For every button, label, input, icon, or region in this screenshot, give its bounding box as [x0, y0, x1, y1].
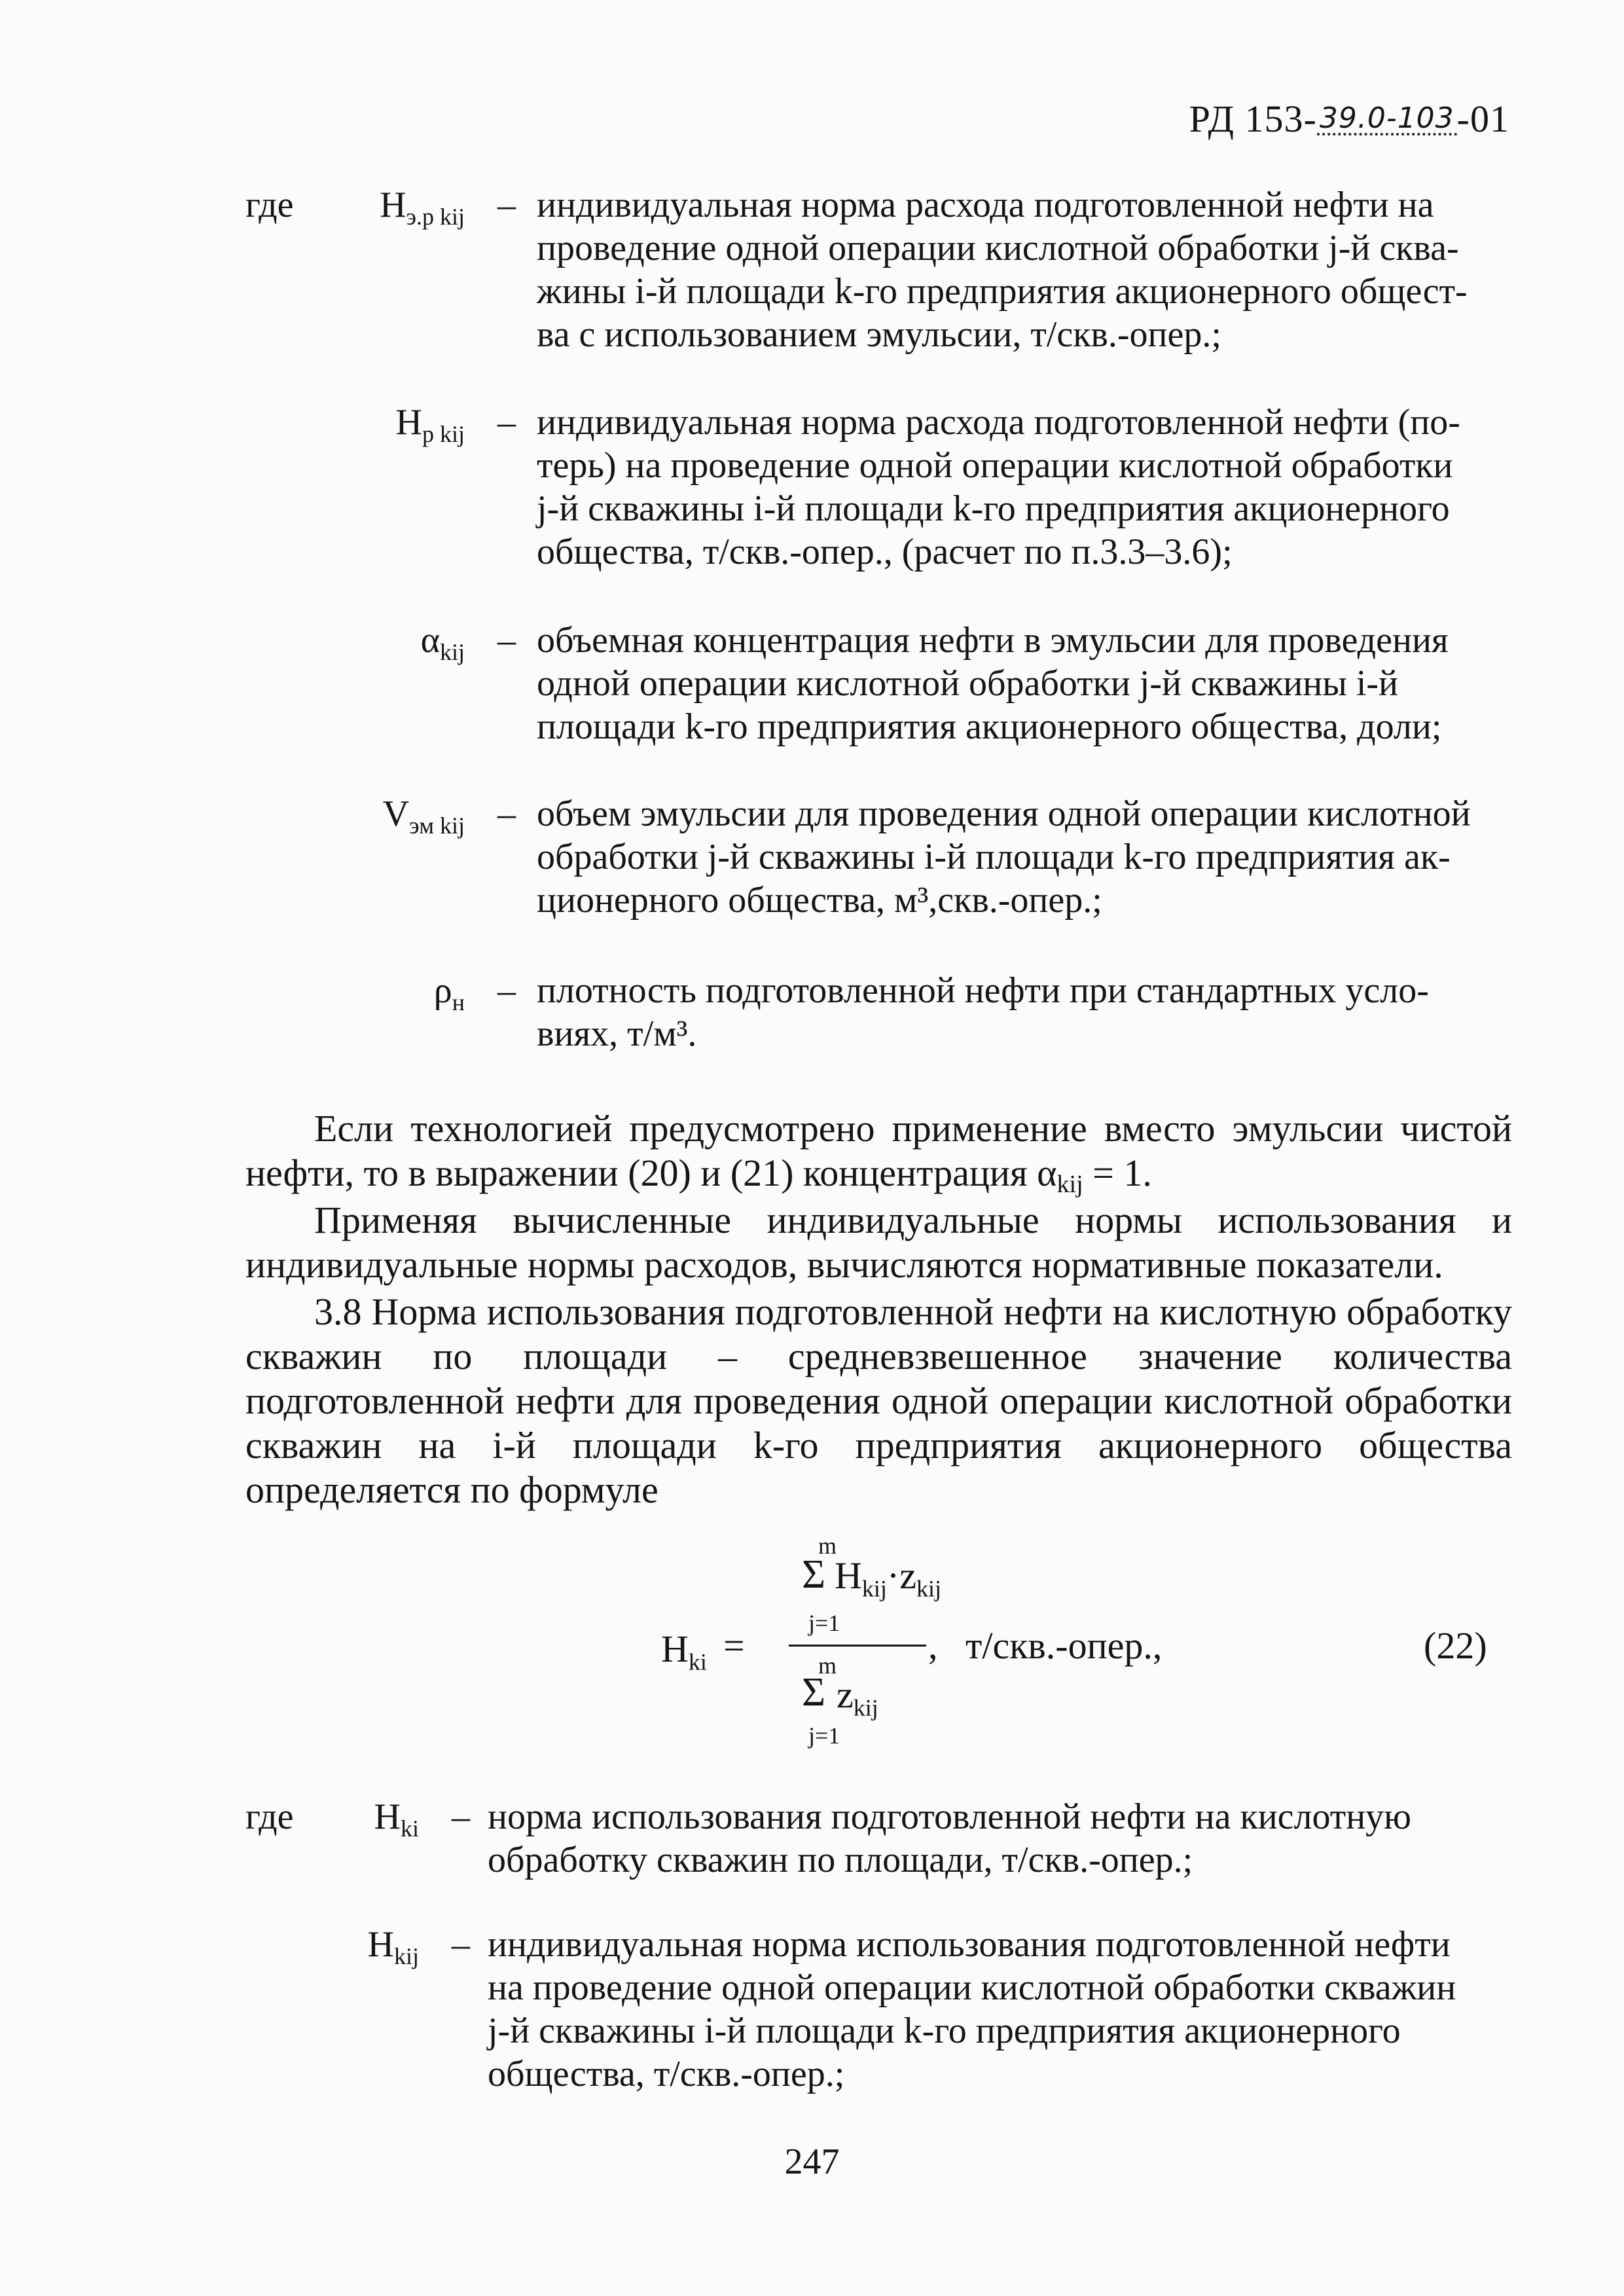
where-label: где — [245, 1796, 294, 1837]
definition-text: норма использования подготовленной нефти на кислотную обработку скважин по площади, т/скв.-опер.; — [488, 1796, 1412, 1880]
definition-text: индивидуальная норма использования подготовленной нефти на проведение одной операции кислотной обработки скважин j-й скважины i-й площади k-го предприятия акционерного общества, т/скв.-опер.; — [488, 1924, 1456, 2094]
definition-symbol: $Н_{р kij}$ — [395, 402, 465, 447]
paragraph-pure-oil: Если технологией предусмотрено применение вместо эмульсии чистой нефти, то в выражении (20) и (21) концентрация $\alpha_{kij} = 1$. — [245, 1107, 1512, 1198]
paragraph-section-3-8: 3.8 Норма использования подготовленной нефти на кислотную обработку скважин по площади – средневзвешенное значение количества подготовленной нефти для проведения одной операции кислотной обработки скважин на i-й площади k-го предприятия акционерного общества определяется по формуле — [245, 1290, 1512, 1511]
definition-symbol: $\rho_н$ — [433, 970, 465, 1015]
handwritten-code: 39.0-103 — [1317, 104, 1457, 136]
definition-symbol: $Н_{kij}$ — [367, 1924, 419, 1969]
document-code-header — [1189, 97, 1509, 141]
definition-text: объем эмульсии для проведения одной операции кислотной обработки j-й скважины i-й площади k-го предприятия ак- ционерного общества, м³,скв.-опер.; — [537, 793, 1471, 920]
numerator-term: $Н_{kij}\cdot z_{kij}$ — [835, 1554, 941, 1602]
where-label: где — [245, 185, 294, 225]
formula-lhs: $Н_{ki}$ — [661, 1628, 707, 1675]
header-suffix: -01 — [1456, 98, 1509, 140]
definition-symbol: $Н_{э.р kij}$ — [380, 185, 465, 230]
page-number: 247 — [784, 2141, 840, 2182]
definition-text: объемная концентрация нефти в эмульсии для проведения одной операции кислотной обработки j-й скважины i-й площади k-го предприятия акционерного общества, доли; — [537, 620, 1449, 747]
definition-symbol: $\alpha_{kij}$ — [420, 620, 465, 665]
definition-symbol: $V_{эм kij}$ — [382, 793, 465, 839]
formula-22: m Σ $Н_{kij}\cdot z_{kij}$ j=1 $Н_{ki}$ = , т/скв.-опер., (22) m Σ $z_{kij}$ j=1 — [661, 1533, 1487, 1749]
definition-symbol: $Н_{ki}$ — [374, 1796, 419, 1842]
denominator-term: $z_{kij}$ — [837, 1673, 878, 1721]
sum-symbol-denominator: Σ — [802, 1670, 826, 1715]
paragraph-normative-indicators: Применяя вычисленные индивидуальные нормы использования и индивидуальные нормы расходов, вычисляются нормативные показатели. — [245, 1199, 1512, 1286]
sum-symbol-numerator: Σ — [802, 1552, 826, 1597]
document-page: РД 153-39.0-103-01 где $Н_{э.р kij}$ – индивидуальная норма расхода подготовленной нефти на проведение одной операции кислотной обработки j-й сква- жины i-й площади k-го предприятия акционерного общест- ва с использованием эмульсии, т/скв.-опер.; $Н_{р kij}$ – индивидуальная норма расхода подготовленной нефти (по- терь) на проведение одной операции кислотной обработки j-й скважины i-й площади k-го предприятия акционерного общества, т/скв.-опер., (расчет по п.3.3–3.6); $\alpha_{kij}$ – объемная концентрация нефти в эмульсии для проведения одной операции кислотной обработки j-й скважины i-й площади k-го предприятия акционерного общества, доли; $V_{эм kij}$ – объем эмульсии для проведения одной операции кислотной обработки j-й скважины i-й площади k-го предприятия ак- ционерного общества, м³,скв.-опер.; $\rho_н$ – плотность подготовленной нефти при стандартных усло- виях, т/м³. Если технологией предусмотрено применение вместо эмульсии чистой нефти, то в выражении (20) и (21) концентрация $\alpha_{kij} = 1$. Применяя вычисленные индивидуальные нормы использования и индивидуальные нормы расходов, вычисляются нормативные показатели. 3.8 Норма использования подготовленной нефти на кислотную обработку скважин по площади – средневзвешенное значение количества подготовленной нефти для проведения одной операции кислотной обработки скважин на i-й площади k-го предприятия акционерного общества определяется по формуле m Σ $Н_{kij}\cdot z_{kij}$ j=1 $Н_{ki}$ = , т/скв.-опер., (22) m Σ $z_{kij}$ j=1 где $Н_{ki}$ – норма использования подготовленной нефти на кислотную обработку скважин по площади, т/скв.-опер.; $Н_{kij}$ – индивидуальная норма использования подготовленной нефти на проведение одной операции кислотной обработки скважин j-й скважины i-й площади k-го предприятия акционерного общества, т/скв.-опер.; 247 — [0, 0, 1624, 2296]
fraction-bar — [789, 1645, 926, 1647]
formula-units: т/скв.-опер., — [965, 1624, 1163, 1667]
definition-text: плотность подготовленной нефти при стандартных усло- виях, т/м³. — [537, 970, 1429, 1054]
definition-text: индивидуальная норма расхода подготовленной нефти (по- терь) на проведение одной операции кислотной обработки j-й скважины i-й площади k-го предприятия акционерного общества, т/скв.-опер., (расчет по п.3.3–3.6); — [537, 402, 1460, 572]
definition-text: индивидуальная норма расхода подготовленной нефти на проведение одной операции кислотной обработки j-й сква- жины i-й площади k-го предприятия акционерного общест- ва с использованием эмульсии, т/скв.-опер.; — [537, 185, 1468, 355]
header-prefix: РД 153- — [1189, 98, 1317, 140]
equation-number: (22) — [1424, 1624, 1487, 1667]
